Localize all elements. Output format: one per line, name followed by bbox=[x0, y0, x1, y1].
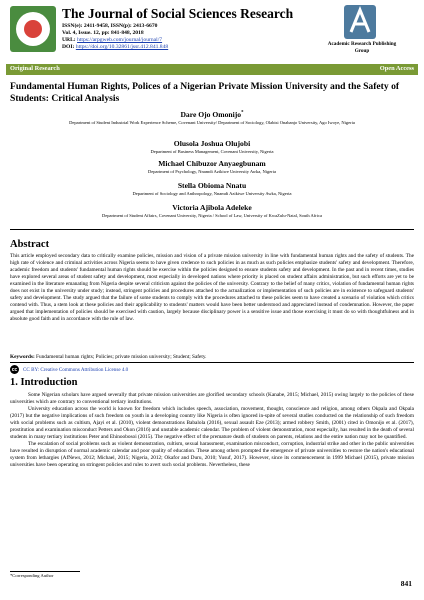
footnote: *Corresponding Author bbox=[10, 573, 54, 578]
doi-link[interactable]: https://doi.org/10.32861/jssr.412.841.848 bbox=[75, 44, 169, 50]
abstract-text: This article employed secondary data to critically examine policies, mission and vision of a private mission university in line with fundamental human rights and the safety of students. The high rate of violence and criminal activities across Nigeria seems to have given credence to such policies in as much as such policies emphasize students' safety and development. Therefore, academic freedom and students' fundamental human rights should be exercise within the policies designed to ensure students safety and development. In the past and in recent times, studies have explored several areas of student safety and development, most especially in developed nations where priority is placed on student affairs administration, but such efforts are yet to be examined in the literature emanating from Nigeria despite several criticism against the policies of the university. Contrary to the belief of many critics, violation of fundamental human rights does not exist in the university under study; instead, stringent policies and procedures attached to the actualization or implementation of such policies are in existence to safeguard students' safety and development. The study argued that the failure of some students to comply with the procedures attached to these policies seem to have created a scenario of violation which critics contend with. Thus, a stem look at these policies and their applicability to students' matters would have been better understood and appreciated instead of condemnation. However, the paper argued that implementation of policies should be exercised with caution, largely because disciplinary power is a sensitive issue and those exercising it must do so with thoughtfulness and in absolute good faith and in accordance with the rule of law. bbox=[10, 253, 414, 322]
author-affiliation: Department of Psychology, Nnamdi Azikiwe University Awka, Nigeria bbox=[148, 169, 276, 174]
author-affiliation: Department of Student Industrial Work Experience Scheme, Covenant University/ Department of Sociology, Olabisi Onabanjo University, Ago Iwoye, Nigeria bbox=[69, 120, 355, 125]
section-heading: 1. Introduction bbox=[10, 377, 78, 388]
author-name: Victoria Ajibola Adeleke bbox=[172, 203, 252, 212]
author-name: Olusola Joshua Olujobi bbox=[173, 139, 251, 148]
author-affiliation: Department of Business Management, Covenant University, Nigeria bbox=[150, 149, 274, 154]
article-type-banner bbox=[6, 64, 418, 75]
paragraph: The escalation of social problems such as violent demonstration, cultism, sexual harassment, examination misconduct, corruption, industrial strike and other in the public universities have resulted in disruption of normal academic calendar and poor quality of education. These among others prompted the emergence of private universities to restore the nation's educational system from lethargies (AfNews, 2012; Michael, 2015; Nigeria, 2012; Okafor and Duru, 2010; Yusuf, 2017). However, since its commencement in 1999 Michael (2015), private mission universities have been operating on stringent policies and rules to avert such social problems. Nevertheless, these bbox=[10, 440, 414, 468]
author-affiliation: Department of Sociology and Anthropology, Nnamdi Azikiwe University Awka, Nigeria bbox=[132, 191, 292, 196]
section-body bbox=[10, 392, 414, 469]
journal-url-link[interactable]: https://arpgweb.com/journal/journal/7 bbox=[77, 37, 163, 43]
volume: Vol. 4, Issue. 12, pp: 841-848, 2018 bbox=[62, 30, 144, 36]
article-type: Original Research bbox=[10, 65, 60, 72]
doi-line: DOI: https://doi.org/10.32861/jssr.412.841.848 bbox=[62, 44, 169, 50]
open-access-label: Open Access bbox=[379, 65, 414, 72]
divider bbox=[10, 229, 414, 230]
keywords: Keywords: Fundamental human rights; Policies; private mission university; Student; Safety. bbox=[10, 354, 207, 360]
url-line: URL: https://arpgweb.com/journal/journal/7 bbox=[62, 37, 163, 43]
journal-logo bbox=[10, 6, 56, 52]
cc-icon: cc bbox=[11, 366, 18, 373]
license-link[interactable]: CC BY: Creative Commons Attribution License 4.0 bbox=[23, 366, 129, 373]
author-name: Stella Obioma Nnatu bbox=[177, 181, 247, 190]
author-name: Dare Ojo Omonijo* bbox=[180, 110, 244, 119]
article-title: Fundamental Human Rights, Polices of a Nigerian Private Mission University and the Safety of Students: Critical Analysis bbox=[10, 81, 400, 104]
paragraph: University education across the world is known for freedom which includes speech, association, movement, thought, conscience and religion, among others Okpala and Okpala (2017) but the negative implications of such freedom on youth in a developing country like Nigeria is often ignored in-spite of several studies conducted on the relationship of such freedom with social problems such as cultism, Ajayi et al. (2010), violent demonstrations Babalola (2016), sexual assault Eze (2013); armed robbery Smith, (2001) cited in Omonijo et al. (2017), prostitution and examination misconduct Petters and Okon (2016) and unstable academic calendar. The problem of violent demonstration, most especially, has resulted in the death of several students in many tertiary institutions Peter and Ehinoobosoi (2015). The negative effect of the premature death of students on parents, relations and the entire nation may not be quantified. bbox=[10, 405, 414, 440]
author-affiliation: Department of Student Affairs, Covenant University, Nigeria / School of Law, University of KwaZulu-Natal, South Africa bbox=[102, 213, 322, 218]
publisher-name: Academic Research Publishing Group bbox=[327, 41, 397, 54]
author-name: Michael Chibuzor Anyaegbunam bbox=[158, 159, 266, 168]
footnote-divider bbox=[10, 571, 80, 572]
paragraph: Some Nigerian scholars have argued severally that private mission universities are glorified secondary schools (Kanabe, 2015; Michael, 2015) owing largely to the policies of these universities which are contrary to conventional tertiary institutions. bbox=[10, 392, 414, 405]
divider bbox=[10, 362, 414, 363]
page-number: 841 bbox=[400, 579, 412, 588]
issn: ISSN(e): 2411-9458, ISSN(p): 2413-6670 bbox=[62, 23, 158, 29]
abstract-heading: Abstract bbox=[10, 239, 50, 250]
publisher-logo bbox=[343, 4, 377, 40]
journal-title: The Journal of Social Sciences Research bbox=[62, 6, 294, 21]
license-line bbox=[10, 365, 128, 374]
